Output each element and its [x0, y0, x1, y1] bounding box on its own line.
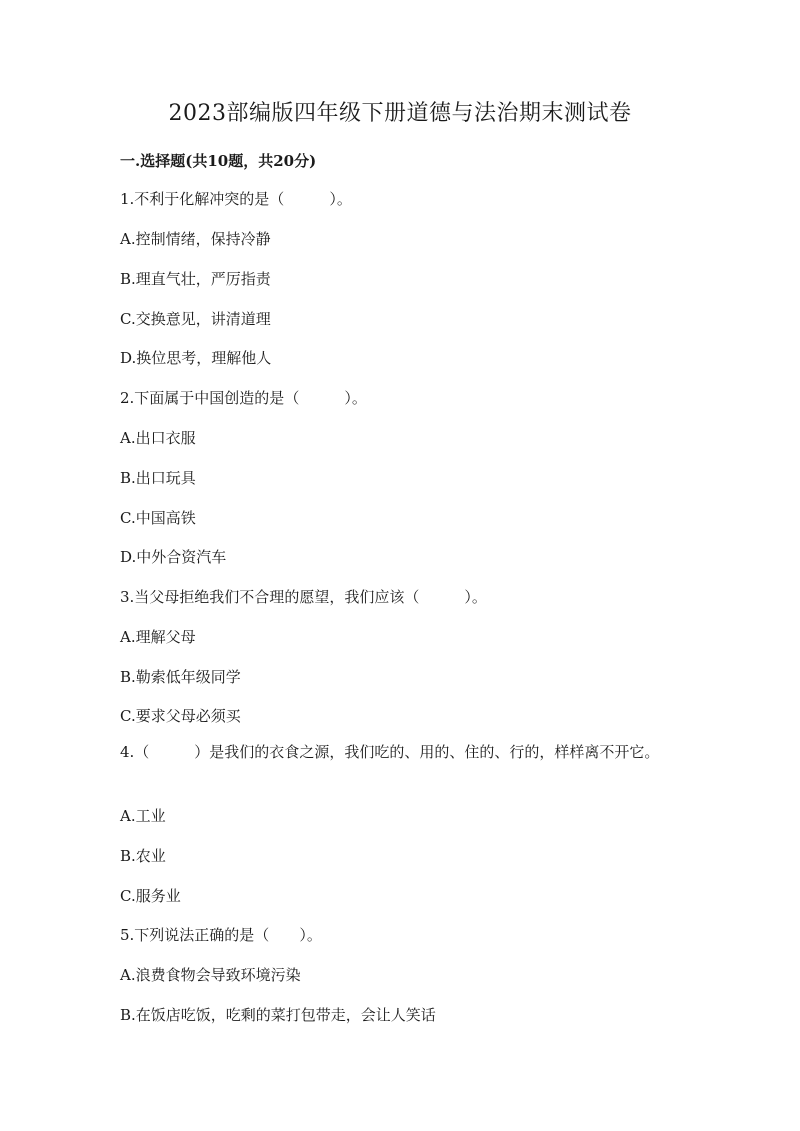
- question-4-option-b: B.农业: [120, 847, 166, 865]
- question-1-option-a: A.控制情绪，保持冷静: [120, 230, 271, 248]
- question-4-option-a: A.工业: [120, 807, 166, 825]
- question-3-option-c: C.要求父母必须买: [120, 707, 241, 725]
- section-heading: 一.选择题(共10题，共20分): [120, 152, 317, 170]
- question-5-stem: 5.下列说法正确的是（ ）。: [120, 926, 322, 944]
- question-2-option-d: D.中外合资汽车: [120, 548, 227, 566]
- question-1-option-b: B.理直气壮，严厉指责: [120, 270, 271, 288]
- question-1-stem: 1.不利于化解冲突的是（ ）。: [120, 190, 352, 208]
- question-5-option-b: B.在饭店吃饭，吃剩的菜打包带走，会让人笑话: [120, 1006, 436, 1024]
- question-2-option-b: B.出口玩具: [120, 469, 196, 487]
- question-1-option-c: C.交换意见，讲清道理: [120, 310, 271, 328]
- question-3-stem: 3.当父母拒绝我们不合理的愿望，我们应该（ ）。: [120, 588, 487, 606]
- question-1-option-d: D.换位思考，理解他人: [120, 349, 272, 367]
- question-2-stem: 2.下面属于中国创造的是（ ）。: [120, 389, 367, 407]
- question-4-option-c: C.服务业: [120, 887, 181, 905]
- question-2-option-c: C.中国高铁: [120, 509, 196, 527]
- question-4-stem: 4.（ ）是我们的衣食之源，我们吃的、用的、住的、行的，样样离不开它。: [120, 743, 660, 761]
- question-3-option-a: A.理解父母: [120, 628, 196, 646]
- question-5-option-a: A.浪费食物会导致环境污染: [120, 966, 301, 984]
- question-2-option-a: A.出口衣服: [120, 429, 196, 447]
- question-3-option-b: B.勒索低年级同学: [120, 668, 241, 686]
- page-title: 2023部编版四年级下册道德与法治期末测试卷: [168, 101, 632, 126]
